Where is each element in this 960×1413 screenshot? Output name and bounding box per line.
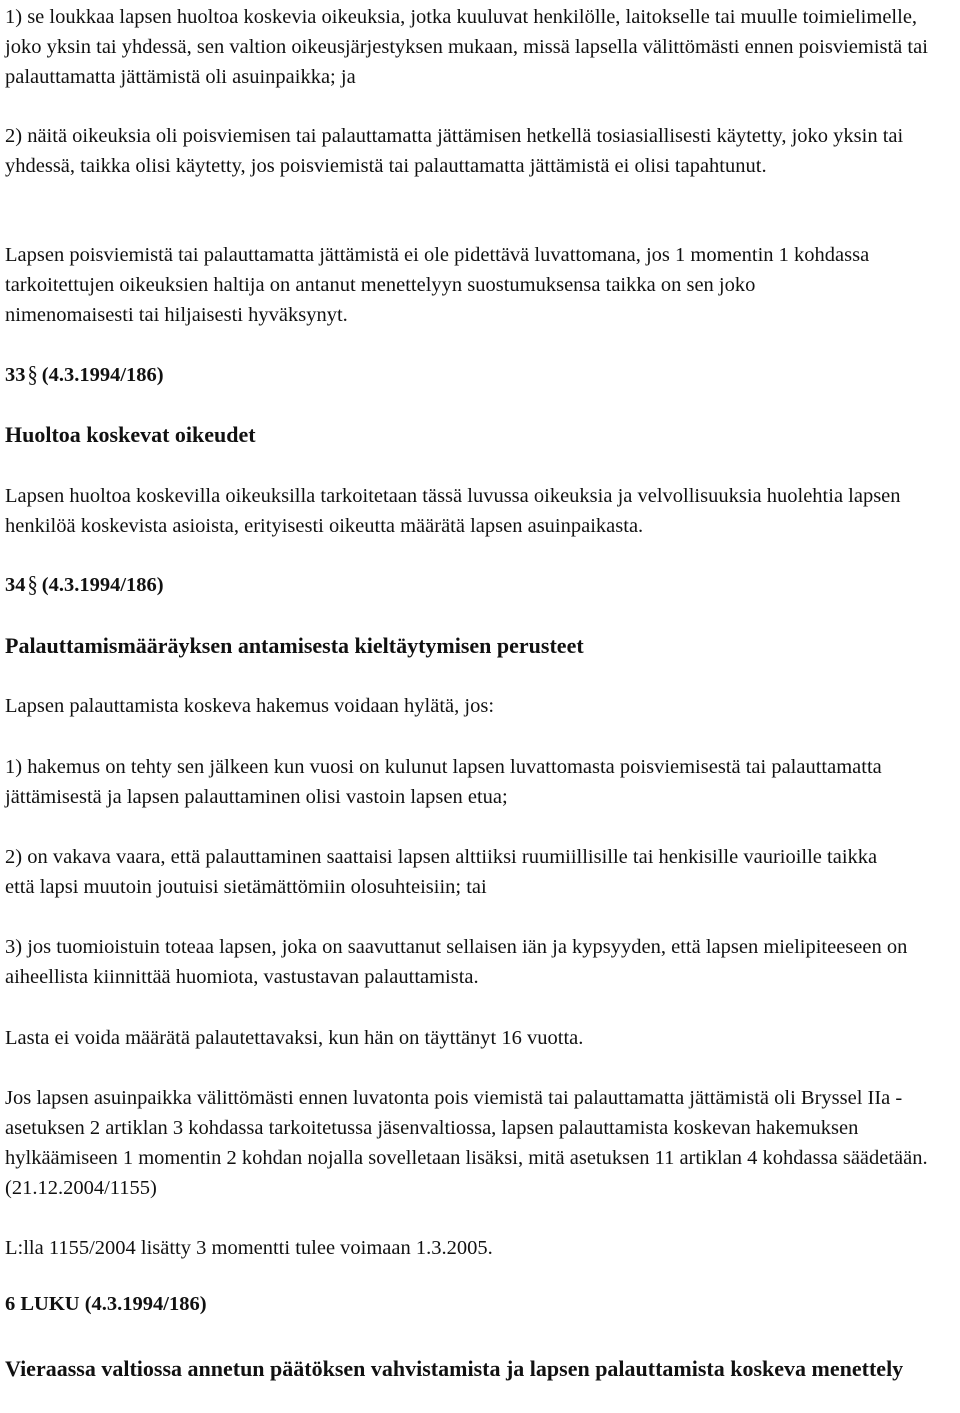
paragraph-item-2: 2) näitä oikeuksia oli poisviemisen tai palauttamatta jättämisen hetkellä tosiasiallisesti käytetty, joko yksin tai yhdessä, taikka olisi käytetty, jos poisviemistä tai palauttamatta jättämistä ei olisi tapahtunut. [5, 125, 904, 177]
paragraph-unauthorized-exception: Lapsen poisviemistä tai palauttamatta jättämistä ei ole pidettävä luvattomana, jos 1 momentin 1 kohdassa tarkoitettujen oikeuksien haltija on antanut menettelyyn suostumuksensa taikka on sen joko nimenomaisesti tai hiljaisesti hyväksynyt. [5, 244, 870, 326]
section-reference: (4.3.1994/186) [41, 364, 164, 386]
paragraph-brussels-regulation: Jos lapsen asuinpaikka välittömästi ennen luvatonta pois viemistä tai palauttamatta jättämistä oli Bryssel IIa -asetuksen 2 artiklan 3 kohdassa tarkoitetussa jäsenvaltiossa, lapsen palauttamista koskevan hakemuksen hylkäämiseen 1 momentin 2 kohdan nojalla sovelletaan lisäksi, mitä asetuksen 11 artiklan 4 kohdassa säädetään. (21.12.2004/1155) [5, 1087, 928, 1199]
section-34-header [5, 570, 164, 600]
paragraph-rejection-2: 2) on vakava vaara, että palauttaminen saattaisi lapsen alttiiksi ruumiillisille tai henkisille vaurioille taikka että lapsi muutoin joutuisi sietämättömiin olosuhteisiin; tai [5, 846, 878, 898]
section-sign: § [27, 362, 38, 388]
paragraph-rejection-3: 3) jos tuomioistuin toteaa lapsen, joka on saavuttanut sellaisen iän ja kypsyyden, että lapsen mielipiteeseen on aiheellista kiinnittää huomiota, vastustavan palauttamista. [5, 936, 908, 988]
paragraph-rejection-intro: Lapsen palauttamista koskeva hakemus voidaan hylätä, jos: [5, 695, 495, 717]
paragraph-rejection-1: 1) hakemus on tehty sen jälkeen kun vuosi on kulunut lapsen luvattomasta poisviemisestä tai palauttamatta jättämisestä ja lapsen palauttaminen olisi vastoin lapsen etua; [5, 756, 882, 808]
section-33-header [5, 360, 164, 390]
section-number: 33 [5, 364, 26, 386]
section-33-title: Huoltoa koskevat oikeudet [5, 422, 256, 447]
section-sign: § [27, 572, 38, 598]
chapter-6-title: Vieraassa valtiossa annetun päätöksen vahvistamista ja lapsen palauttamista koskeva menettely [5, 1356, 904, 1381]
chapter-6-header: 6 LUKU (4.3.1994/186) [5, 1293, 207, 1315]
section-34-title: Palauttamismääräyksen antamisesta kieltäytymisen perusteet [5, 633, 584, 658]
paragraph-custody-rights: Lapsen huoltoa koskevilla oikeuksilla tarkoitetaan tässä luvussa oikeuksia ja velvollisuuksia huolehtia lapsen henkilöä koskevista asioista, erityisesti oikeutta määrätä lapsen asuinpaikasta. [5, 485, 901, 537]
paragraph-item-1: 1) se loukkaa lapsen huoltoa koskevia oikeuksia, jotka kuuluvat henkilölle, laitokselle tai muulle toimielimelle, joko yksin tai yhdessä, sen valtion oikeusjärjestyksen mukaan, missä lapsella välittömästi ennen poisviemistä tai palauttamatta jättämistä oli asuinpaikka; ja [5, 6, 928, 88]
section-number: 34 [5, 574, 26, 596]
section-reference: (4.3.1994/186) [41, 574, 164, 596]
paragraph-age-limit: Lasta ei voida määrätä palautettavaksi, kun hän on täyttänyt 16 vuotta. [5, 1027, 584, 1049]
paragraph-amendment-note: L:lla 1155/2004 lisätty 3 momentti tulee voimaan 1.3.2005. [5, 1237, 493, 1259]
